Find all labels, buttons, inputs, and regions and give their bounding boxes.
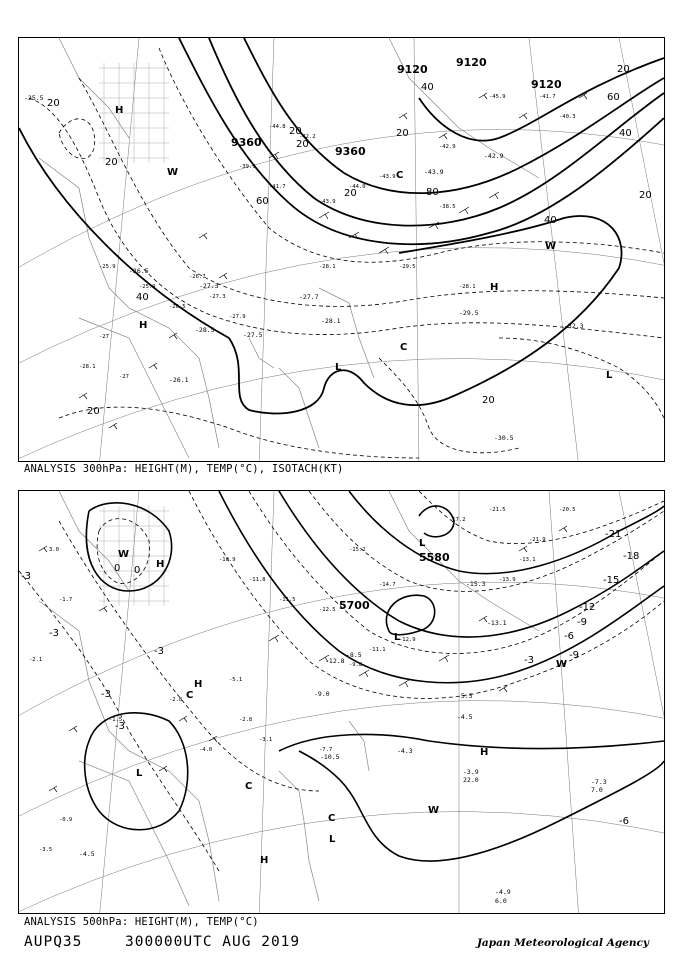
isotach-label: 20 [617,64,630,75]
temperature-label: -43.9 [424,168,444,176]
low-marker: L [606,370,613,381]
isotherm-label: 0 [134,565,141,576]
svg-text:-40.3: -40.3 [559,114,576,120]
svg-text:-26.5: -26.5 [169,304,186,310]
high-marker: H [260,855,269,866]
height-contours [85,491,664,861]
svg-text:-20.5: -20.5 [559,507,576,513]
low-marker: L [136,768,143,779]
svg-text:-11.1: -11.1 [369,647,386,653]
station-value: -13.1 [487,619,507,627]
station-value: -4.9 [495,888,511,896]
cold-marker: C [400,342,408,353]
svg-text:-21.5: -21.5 [489,507,506,513]
isotach-label: 20 [344,188,357,199]
isotherm-labels [21,529,639,827]
svg-text:-13.9: -13.9 [499,577,516,583]
isotherms [29,48,664,458]
station-value: 7.0 [591,786,603,794]
svg-text:-25.9: -25.9 [139,284,156,290]
station-values [79,580,607,905]
temperature-label: -28.5 [195,326,215,334]
svg-text:-41.7: -41.7 [269,184,286,190]
warm-marker: W [428,805,440,816]
isotach-label: 20 [296,139,309,150]
agency-name: Japan Meteorological Agency [476,937,649,949]
svg-text:-41.7: -41.7 [539,94,556,100]
svg-text:-12.5: -12.5 [319,607,336,613]
svg-text:-42.2: -42.2 [299,134,316,140]
warm-marker: W [556,659,568,670]
svg-text:-44.0: -44.0 [349,184,366,190]
svg-text:3.0: 3.0 [49,547,59,553]
isotherm-label: -12 [579,602,596,613]
isotherm-label: -3 [49,628,59,639]
temperature-label: -29.5 [459,309,479,317]
station-value: -4.5 [79,850,95,858]
high-marker: H [115,105,124,116]
cold-marker: C [186,690,194,701]
product-code: AUPQ35 [24,934,83,950]
high-marker: H [156,559,165,570]
svg-text:-25.9: -25.9 [99,264,116,270]
svg-text:-9.8: -9.8 [349,662,363,668]
upper-air-chart-500hpa [18,490,665,914]
station-value: -10.5 [320,753,340,761]
svg-text:-29.5: -29.5 [399,264,416,270]
isotherm-label: -3 [154,646,164,657]
low-marker: L [335,362,342,373]
height-label: 9360 [335,145,366,158]
isotherm-label: 0 [114,563,121,574]
isotherms [19,491,664,871]
station-value: 22.0 [463,776,479,784]
temperature-label: -32.3 [564,322,584,330]
map-500hpa [19,491,664,913]
terrain-hatch [99,63,169,163]
isotach-label: 20 [47,98,60,109]
svg-text:-7.7: -7.7 [319,747,333,753]
height-label: 5700 [339,599,370,612]
temperature-label: -25.5 [24,94,44,102]
isotach-label: 40 [421,82,434,93]
isotach-label: 40 [136,292,149,303]
svg-text:-44.8: -44.8 [269,124,286,130]
isotherm-label: -18 [623,551,640,562]
isotach-label: 20 [482,395,495,406]
isotach-label: 40 [619,128,632,139]
isotherm-label: -15 [603,575,620,586]
cold-marker: C [328,813,336,824]
isotach-label: 20 [639,190,652,201]
isotach-label: 60 [607,92,620,103]
svg-text:-28.1: -28.1 [319,264,336,270]
isotherm-label: -3 [115,721,125,732]
height-contours [19,38,664,414]
chart-title-500hpa: ANALYSIS 500hPa: HEIGHT(M), TEMP(°C) [24,916,259,928]
isotach-label: 20 [396,128,409,139]
height-label: 9120 [397,63,428,76]
isotherm-label: -6 [564,631,574,642]
temperature-label: -30.5 [494,434,514,442]
svg-text:-27: -27 [99,334,109,340]
isotherm-label: -3 [524,655,534,666]
graticule [19,491,664,913]
height-label: 9120 [456,56,487,69]
map-300hpa [19,38,664,461]
height-label: 9360 [231,136,262,149]
isotherm-label: -21 [605,529,622,540]
svg-text:-3.5: -3.5 [39,847,53,853]
temperature-label: -42.9 [484,152,504,160]
temperature-label: -27.7 [299,293,319,301]
cold-marker: C [245,781,253,792]
warm-marker: W [167,167,179,178]
svg-text:-11.8: -11.8 [249,577,266,583]
temperature-label: -26.5 [129,267,149,275]
high-marker: H [194,679,203,690]
high-marker: H [480,747,489,758]
station-value: 6.0 [495,897,507,905]
svg-text:-2.8: -2.8 [169,697,183,703]
station-plots [29,507,576,853]
temperature-label: -27.3 [199,282,219,290]
svg-text:-28.1: -28.1 [79,364,96,370]
svg-text:-39.9: -39.9 [239,164,256,170]
svg-text:-17.2: -17.2 [449,517,466,523]
station-value: -12.8 [325,657,345,665]
isotach-label: 40 [544,215,557,226]
station-value: -3.9 [463,768,479,776]
svg-text:-1.5: -1.5 [109,717,123,723]
low-marker: L [329,834,336,845]
temperature-label: -26.1 [169,376,189,384]
svg-text:-14.7: -14.7 [379,582,396,588]
warm-marker: W [118,549,130,560]
chart-title-300hpa: ANALYSIS 300hPa: HEIGHT(M), TEMP(°C), ISOTACH(KT) [24,463,344,475]
isotherm-label: -3 [21,571,31,582]
isotherm-label: -9 [569,650,579,661]
isotach-label: 80 [426,187,439,198]
station-value: -5.5 [457,692,473,700]
svg-text:-12.9: -12.9 [399,637,416,643]
warm-marker: W [545,241,557,252]
isotach-label: 20 [289,126,302,137]
svg-text:-11.5: -11.5 [279,597,296,603]
pressure-systems [118,538,567,866]
svg-text:-27: -27 [119,374,129,380]
station-value: -4.3 [397,747,413,755]
temperature-label: -27.5 [243,331,263,339]
svg-text:-0.9: -0.9 [59,817,73,823]
isotach-label: 60 [256,196,269,207]
station-value: -9.0 [314,690,330,698]
isotherm-label: -3 [101,689,111,700]
svg-text:-2.1: -2.1 [29,657,43,663]
svg-text:-45.9: -45.9 [489,94,506,100]
svg-text:-38.5: -38.5 [439,204,456,210]
svg-text:-3.1: -3.1 [259,737,273,743]
wind-barbs [79,93,587,429]
svg-text:-42.9: -42.9 [439,144,456,150]
high-marker: H [139,320,148,331]
station-value: -8.5 [346,651,362,659]
svg-text:-27.9: -27.9 [229,314,246,320]
svg-text:-13.1: -13.1 [519,557,536,563]
isotach-label: 20 [105,157,118,168]
svg-text:-1.7: -1.7 [59,597,73,603]
station-value: -7.3 [591,778,607,786]
svg-text:-5.1: -5.1 [229,677,243,683]
upper-air-chart-300hpa [18,37,665,462]
isotherm-label: -9 [577,617,587,628]
svg-text:-21.9: -21.9 [529,537,546,543]
isotach-label: 20 [87,406,100,417]
isotherm-label: -6 [619,816,629,827]
high-marker: H [490,282,499,293]
svg-text:-43.9: -43.9 [319,199,336,205]
cold-marker: C [396,170,404,181]
svg-text:-26.7: -26.7 [189,274,206,280]
station-value: -15.3 [466,580,486,588]
station-value: -4.5 [457,713,473,721]
svg-text:-2.8: -2.8 [239,717,253,723]
svg-text:-4.0: -4.0 [199,747,213,753]
low-marker: L [419,538,426,549]
valid-time: 300000UTC AUG 2019 [125,934,301,950]
svg-text:-15.2: -15.2 [349,547,366,553]
svg-text:-28.1: -28.1 [459,284,476,290]
temperature-label: -28.1 [321,317,341,325]
svg-text:-10.9: -10.9 [219,557,236,563]
svg-text:-27.3: -27.3 [209,294,226,300]
height-label: 5580 [419,551,450,564]
height-label: 9120 [531,78,562,91]
svg-text:-43.9: -43.9 [379,174,396,180]
low-marker: L [394,632,401,643]
